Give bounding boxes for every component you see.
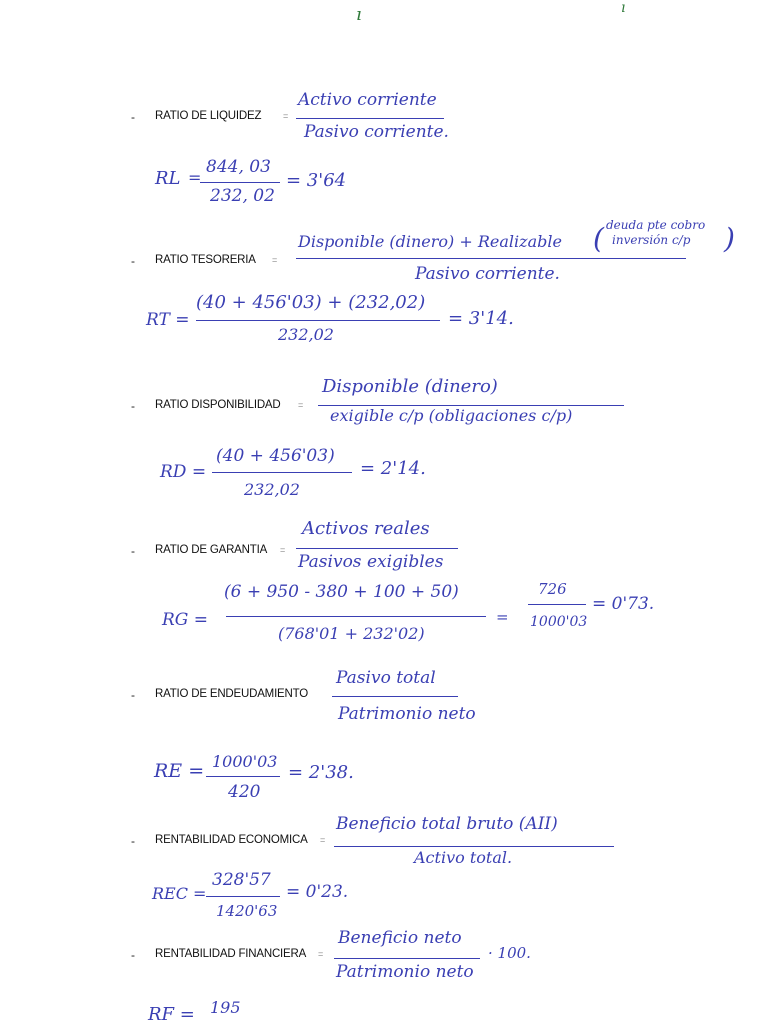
equals-sign: =	[280, 545, 286, 555]
calc-numerator: 844, 03	[206, 157, 271, 177]
calc-symbol: RD =	[160, 462, 207, 482]
bullet-dash: -	[131, 834, 135, 848]
calc-denominator: 232,02	[278, 325, 334, 344]
equals-sign: =	[272, 255, 278, 265]
fraction-bar	[332, 696, 458, 697]
calc-result: = 0'73.	[592, 594, 655, 614]
fraction-bar	[296, 118, 444, 119]
calc-numerator: 195	[210, 998, 241, 1017]
ratio-label: RATIO DE GARANTIA	[155, 544, 268, 556]
ratio-label: RATIO DE LIQUIDEZ	[155, 110, 262, 122]
equals-sign: =	[320, 835, 326, 845]
calc-symbol: RG =	[162, 610, 209, 630]
ratio-label: RATIO DISPONIBILIDAD	[155, 399, 281, 411]
calc-symbol: RL	[155, 168, 181, 189]
formula-suffix: · 100.	[488, 944, 531, 962]
equals-sign: =	[283, 111, 289, 121]
bullet-dash: -	[131, 688, 135, 702]
fraction-bar	[200, 182, 280, 183]
calc-denominator: 420	[228, 782, 261, 802]
formula-numerator: Beneficio neto	[338, 928, 462, 948]
fraction-bar	[206, 896, 280, 897]
equals-sign: =	[298, 400, 304, 410]
calc-numerator: (40 + 456'03)	[216, 446, 335, 466]
bullet-dash: -	[131, 110, 135, 124]
formula-note: deuda pte cobro	[606, 218, 706, 232]
fraction-bar	[212, 472, 352, 473]
calc-denominator: 1420'63	[216, 902, 278, 920]
calc-denominator: 232, 02	[210, 186, 275, 206]
ratio-label: RENTABILIDAD FINANCIERA	[155, 948, 307, 960]
fraction-bar	[206, 776, 280, 777]
formula-numerator: Disponible (dinero)	[322, 376, 498, 397]
fraction-bar	[296, 548, 458, 549]
formula-numerator: Activo corriente	[298, 90, 437, 110]
fraction-bar	[296, 258, 686, 259]
calc-denominator: 1000'03	[530, 614, 588, 630]
fraction-bar	[528, 604, 586, 605]
calc-numerator: (40 + 456'03) + (232,02)	[196, 292, 426, 313]
ratio-label: RATIO TESORERIA	[155, 254, 256, 266]
calc-numerator: 726	[538, 580, 567, 598]
calc-symbol: RT =	[146, 310, 190, 330]
calc-equals: =	[188, 168, 202, 187]
calc-denominator: (768'01 + 232'02)	[278, 624, 425, 643]
close-paren: )	[724, 222, 735, 255]
calc-numerator: (6 + 950 - 380 + 100 + 50)	[224, 582, 459, 602]
calc-symbol: REC =	[152, 884, 207, 903]
pen-mark: ı	[621, 0, 626, 16]
bullet-dash: -	[131, 544, 135, 558]
calc-result: = 2'14.	[360, 458, 426, 479]
calc-result: = 0'23.	[286, 882, 349, 902]
calc-symbol: RF =	[148, 1004, 195, 1025]
ratio-label: RATIO DE ENDEUDAMIENTO	[155, 688, 308, 700]
fraction-bar	[226, 616, 486, 617]
calc-numerator: 328'57	[212, 870, 271, 890]
formula-numerator: Disponible (dinero) + Realizable	[298, 232, 562, 251]
formula-denominator: Patrimonio neto	[336, 962, 474, 982]
calc-result: = 3'14.	[448, 308, 514, 329]
calc-numerator: 1000'03	[212, 752, 278, 771]
formula-denominator: Pasivo corriente.	[415, 264, 560, 284]
ratio-label: RENTABILIDAD ECONOMICA	[155, 834, 308, 846]
formula-denominator: Activo total.	[414, 848, 513, 867]
formula-numerator: Pasivo total	[336, 668, 436, 688]
bullet-dash: -	[131, 399, 135, 413]
formula-note: inversión c/p	[612, 233, 691, 247]
equals-sign: =	[318, 949, 324, 959]
bullet-dash: -	[131, 254, 135, 268]
fraction-bar	[196, 320, 440, 321]
calc-result: = 3'64	[286, 170, 347, 191]
formula-denominator: Patrimonio neto	[338, 704, 476, 724]
open-paren: (	[593, 222, 604, 255]
fraction-bar	[334, 958, 480, 959]
calc-denominator: 232,02	[244, 480, 300, 499]
pen-mark: ı	[356, 4, 362, 25]
formula-denominator: Pasivo corriente.	[304, 122, 449, 142]
fraction-bar	[334, 846, 614, 847]
formula-numerator: Beneficio total bruto (AII)	[336, 814, 558, 834]
formula-numerator: Activos reales	[302, 518, 430, 539]
calc-result: = 2'38.	[288, 762, 354, 783]
bullet-dash: -	[131, 948, 135, 962]
formula-denominator: exigible c/p (obligaciones c/p)	[330, 406, 573, 425]
calc-symbol: RE =	[154, 760, 205, 782]
calc-equals: =	[496, 608, 509, 626]
formula-denominator: Pasivos exigibles	[298, 552, 444, 572]
